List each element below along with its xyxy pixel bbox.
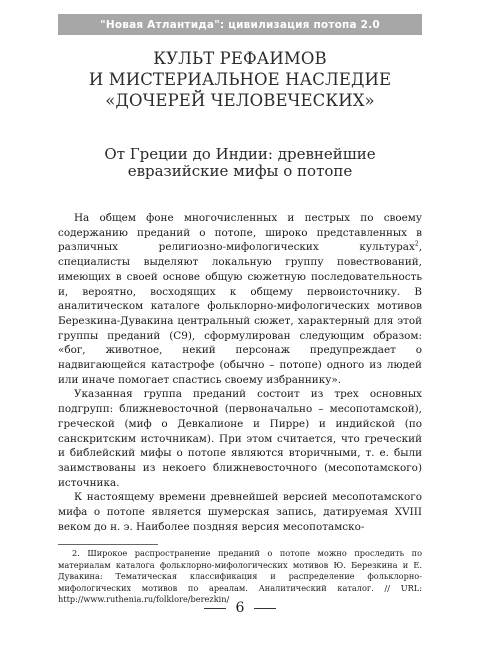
running-header [58,14,422,35]
section-title [58,146,422,180]
chapter-title-line-2: И МИСТЕРИАЛЬНОЕ НАСЛЕДИЕ [88,70,392,89]
section-title-line-2: евразийские мифы о потопе [127,162,353,180]
paragraph-1-part-a: На общем фоне многочисленных и пестрых по своему содержанию преданий о потопе, широко представленных в различных религиозно-мифологических культурах [58,212,422,254]
page-number: 6 [235,600,245,616]
paragraph-1 [58,211,422,387]
page-number-block [58,600,422,616]
chapter-title [58,48,422,111]
chapter-title-line-3: «ДОЧЕРЕЙ ЧЕЛОВЕЧЕСКИХ» [105,91,375,110]
chapter-title-line-1: КУЛЬТ РЕФАИМОВ [153,49,327,68]
footnote-2: 2. Широкое распространение преданий о потопе можно проследить по материалам каталога фольклорно-мифологических мотивов Ю. Березкина и Е. Дувакина: Тематическая классификация и распределение фольклорно-мифологических мотивов по ареалам. Аналитический каталог. // URL: http://www.ruthenia.ru/folklore/berezkin/ [58,548,422,605]
paragraph-1-part-b: , специалисты выделяют локальную группу повествований, имеющих в своей основе общую сюжетную последовательность и, вероятно, восходящих к общему первоисточнику. В аналитическом каталоге фольклорно-мифологических мотивов Березкина-Дувакина центральный сюжет, характерный для этой группы преданий (С9), сформулирован следующим образом: «бог, животное, некий персонаж предупреждает о надвигающейся катастрофе (обычно – потопе) одного из людей или иначе помогает спастись своему избраннику». [58,241,422,386]
section-title-line-1: От Греции до Индии: древнейшие [104,145,376,163]
paragraph-2: Указанная группа преданий состоит из трех основных подгрупп: ближневосточной (первоначально – месопотамской), греческой (миф о Девкалионе и Пирре) и индийской (по санскритским источникам). При этом считается, что греческий и библейский мифы о потопе являются вторичными, т. е. были заимствованы из некоего ближневосточного (месопотамского) источника. [58,388,422,489]
page-number-dash-left [204,608,226,609]
footnote-ref-2[interactable]: 2 [414,240,419,248]
footnote-divider [58,544,158,545]
page-number-dash-right [254,608,276,609]
running-header-title: "Новая Атлантида": цивилизация потопа 2.0 [100,18,380,31]
paragraph-3: К настоящему времени древнейшей версией месопотамского мифа о потопе является шумерская запись, датируемая XVIII веком до н. э. Наиболее поздняя версия месопотамско- [58,491,422,533]
body-text [58,211,422,534]
